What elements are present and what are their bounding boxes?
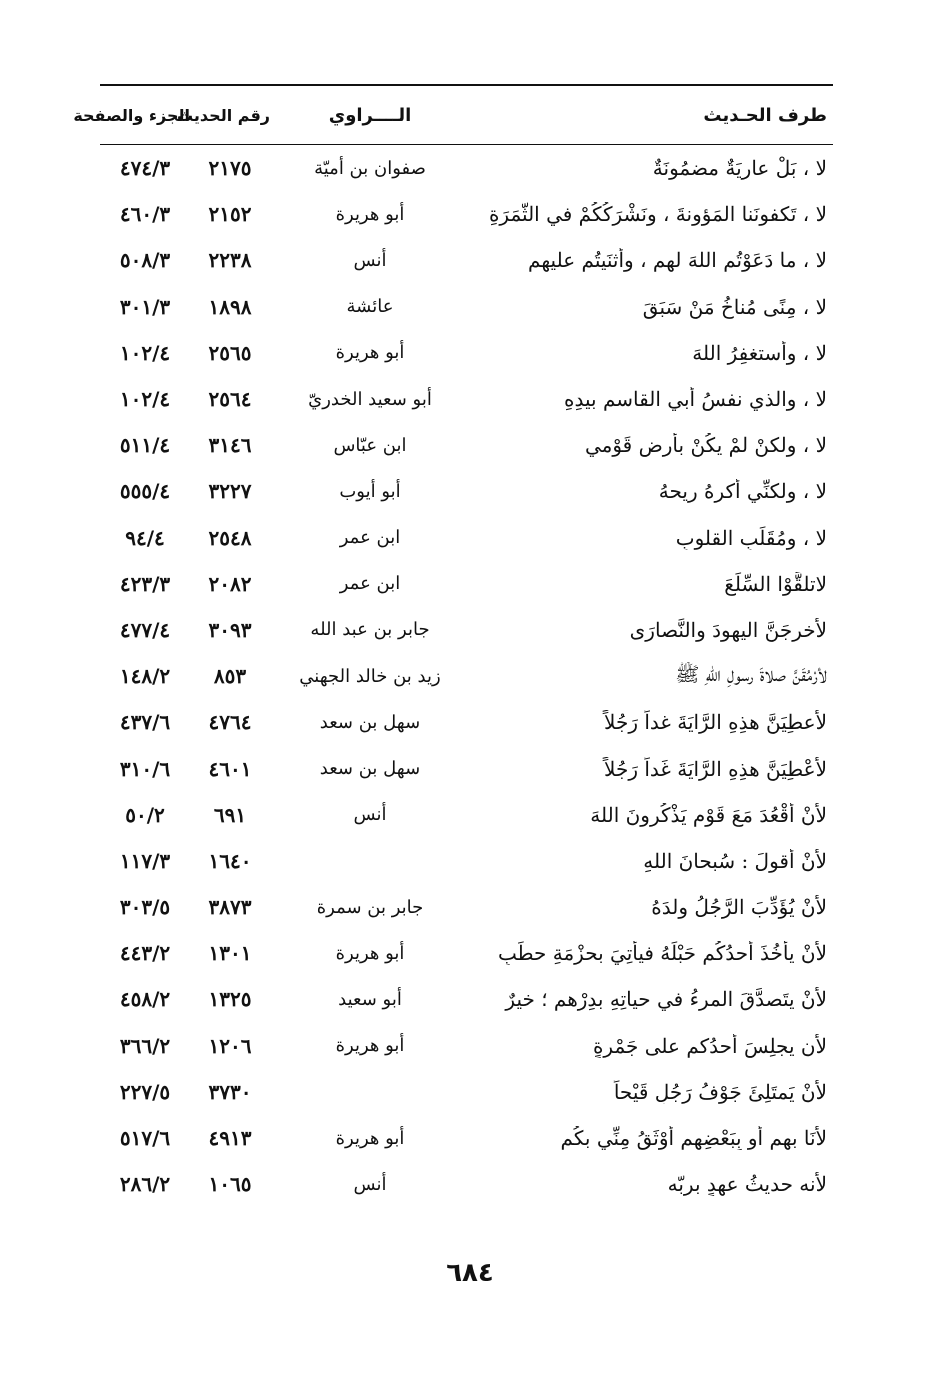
hadith-rawi: ابن عمر	[339, 527, 401, 549]
volume-page: ١٤٨/٢	[119, 664, 171, 689]
hadith-number: ٤٧٦٤	[208, 710, 252, 735]
table-row	[100, 145, 833, 191]
table-row	[100, 838, 833, 884]
table-row	[100, 976, 833, 1022]
hadith-rawi: ابن عمر	[339, 573, 401, 595]
hadith-tarf: لأرْمُقَنَّ صلاةَ رسولِ اللهِ ﷺ	[675, 661, 827, 686]
table-header	[73, 86, 833, 145]
volume-page: ٥١٧/٦	[119, 1126, 171, 1151]
table-row	[100, 884, 833, 930]
table-row	[100, 422, 833, 468]
hadith-rawi: سهل بن سعد	[319, 711, 421, 733]
hadith-number: ١٨٩٨	[208, 294, 252, 319]
header-juz: الجزء والصفحة	[73, 105, 190, 125]
volume-page: ٤٧٤/٣	[119, 156, 171, 181]
hadith-tarf: لاتلقَّوْا السِّلَعَ	[724, 571, 827, 596]
table-row	[100, 930, 833, 976]
volume-page: ١٠٢/٤	[119, 387, 171, 412]
hadith-rawi: أنس	[353, 249, 387, 271]
table-row	[100, 237, 833, 283]
hadith-tarf: لأنْ أقولَ : سُبحانَ اللهِ	[643, 848, 827, 873]
hadith-number: ٣٠٩٣	[208, 617, 252, 642]
hadith-tarf: لأنَا بهم أو بِبَعْضِهِم أَوْثَقُ مِنِّي بكُم	[560, 1126, 827, 1151]
volume-page: ٥٥٥/٤	[119, 479, 171, 504]
hadith-tarf: لا ، ومُقَلِّبِ القلوبِ	[675, 525, 827, 550]
hadith-number: ٢٥٦٥	[208, 340, 252, 365]
table-body	[100, 145, 833, 1207]
hadith-number: ١٣٠١	[208, 941, 252, 966]
hadith-rawi: جابر بن عبد الله	[310, 619, 430, 641]
hadith-rawi: أنس	[353, 804, 387, 826]
table-row	[100, 376, 833, 422]
hadith-number: ٢٢٣٨	[208, 248, 252, 273]
volume-page: ٤٥٨/٢	[119, 987, 171, 1012]
volume-page: ٢٢٧/٥	[119, 1079, 171, 1104]
hadith-rawi: سهل بن سعد	[319, 758, 421, 780]
hadith-number: ٣٢٢٧	[208, 479, 252, 504]
hadith-rawi: أبو سعيد	[338, 988, 402, 1010]
hadith-tarf: لأَنْ أَقْعُدَ مَعَ قَوْمٍ يَذْكُرونَ اللهَ	[590, 802, 827, 827]
table-row	[100, 699, 833, 745]
table-row	[100, 561, 833, 607]
hadith-tarf: لأنْ يُؤَدِّبَ الرَّجُلُ ولدَهُ	[651, 895, 827, 920]
volume-page: ١١٧/٣	[119, 848, 171, 873]
hadith-tarf: لأنْ يتَصدَّقَ المرءُ في حياتِهِ بدِرْهمٍ ؛ خيرٌ	[505, 987, 827, 1012]
volume-page: ٤٦٠/٣	[119, 202, 171, 227]
volume-page: ٥٠٨/٣	[119, 248, 171, 273]
hadith-number: ١٢٠٦	[208, 1033, 252, 1058]
hadith-tarf: لا ، مِنًى مُناخُ مَنْ سَبَقَ	[642, 294, 827, 319]
volume-page: ٥٠/٢	[125, 802, 165, 827]
hadith-tarf: لا ، والذي نفسُ أبي القاسمِ بيدِهِ	[564, 387, 827, 412]
hadith-rawi: أبو هريرة	[335, 1035, 405, 1057]
table-row	[100, 792, 833, 838]
volume-page: ٥١١/٤	[119, 433, 171, 458]
hadith-tarf: لا ، بَلْ عاريَةٌ مضمُونَةٌ	[652, 156, 827, 181]
hadith-number: ١٣٢٥	[208, 987, 252, 1012]
table-row	[100, 1115, 833, 1161]
hadith-tarf: لأنْ يأخُذَ أحدُكُم حَبْلَهُ فيأتِيَ بحزْمَةِ حطَبٍ	[497, 941, 827, 966]
hadith-rawi: أبو هريرة	[335, 203, 405, 225]
hadith-tarf: لأعطِيَنَّ هذِهِ الرَّايَةَ غداً رَجُلاً	[604, 710, 827, 735]
table-row	[100, 1161, 833, 1207]
table-row	[100, 468, 833, 514]
hadith-rawi: أبو أيوب	[339, 480, 401, 502]
volume-page: ٣٠١/٣	[119, 294, 171, 319]
hadith-number: ٢٥٦٤	[208, 387, 252, 412]
table-row	[100, 607, 833, 653]
hadith-rawi: زيد بن خالد الجهني	[299, 665, 441, 687]
volume-page: ٤٢٣/٣	[119, 571, 171, 596]
table-row	[100, 1069, 833, 1115]
hadith-tarf: لأنْ يَمتَلِئَ جَوْفُ رَجُلٍ قَيْحاً	[613, 1079, 827, 1104]
index-page	[73, 84, 833, 1207]
volume-page: ٣٠٣/٥	[119, 895, 171, 920]
volume-page: ٤٤٣/٢	[119, 941, 171, 966]
table-row	[100, 515, 833, 561]
hadith-tarf: لا ، وأستغفِرُ اللهَ	[692, 340, 827, 365]
header-tarf: طرف الحـديث	[703, 104, 827, 126]
header-raqm: رقم الحديث	[176, 105, 270, 125]
hadith-number: ٢٠٨٢	[208, 571, 252, 596]
volume-page: ٤٧٧/٤	[119, 617, 171, 642]
hadith-tarf: لأنه حديثُ عهدٍ بربّه	[667, 1172, 827, 1197]
hadith-tarf: لأُخرِجَنَّ اليهودَ والنَّصارَى	[629, 617, 827, 642]
hadith-rawi: عائشة	[346, 296, 394, 318]
hadith-rawi: أنس	[353, 1173, 387, 1195]
hadith-tarf: لا ، تَكفونَنا المَؤونةَ ، ونَشْرَكُكُمْ في الثَّمَرَةِ	[488, 202, 827, 227]
hadith-rawi: أبو سعيد الخدريّ	[308, 388, 432, 410]
hadith-number: ٤٩١٣	[208, 1126, 252, 1151]
hadith-number: ٨٥٣	[213, 664, 247, 689]
hadith-number: ١٦٤٠	[208, 848, 252, 873]
table-row	[100, 284, 833, 330]
hadith-tarf: لأن يجلِسَ أحدُكم على جَمْرةٍ	[592, 1033, 827, 1058]
table-row	[100, 653, 833, 699]
volume-page: ٢٨٦/٢	[119, 1172, 171, 1197]
hadith-number: ٣٨٧٣	[208, 895, 252, 920]
hadith-rawi: أبو هريرة	[335, 942, 405, 964]
header-rawi: الــــراوي	[328, 104, 412, 126]
table-row	[100, 745, 833, 791]
hadith-rawi: أبو هريرة	[335, 1127, 405, 1149]
hadith-tarf: لا ، ولكنْ لمْ يكُنْ بأرضِ قَوْمي	[584, 433, 827, 458]
page-number: ٦٨٤	[446, 1258, 494, 1288]
hadith-number: ٤٦٠١	[208, 756, 252, 781]
hadith-rawi: جابر بن سمرة	[316, 896, 424, 918]
hadith-number: ٣١٤٦	[208, 433, 252, 458]
hadith-rawi: أبو هريرة	[335, 342, 405, 364]
hadith-number: ٣٧٣٠	[208, 1079, 252, 1104]
hadith-rawi: ابن عبّاس	[333, 434, 407, 456]
hadith-tarf: لأُعْطِيَنَّ هذِهِ الرَّايَةَ غَداً رَجُلاً	[604, 756, 827, 781]
table-row	[100, 330, 833, 376]
hadith-number: ٢٥٤٨	[208, 525, 252, 550]
hadith-number: ١٠٦٥	[208, 1172, 252, 1197]
table-row	[100, 191, 833, 237]
table-row	[100, 1023, 833, 1069]
hadith-number: ٢١٧٥	[208, 156, 252, 181]
volume-page: ٣٦٦/٢	[119, 1033, 171, 1058]
hadith-tarf: لا ، ما دَعَوْتُم اللهَ لهم ، وأثنَيتُم عليهم	[528, 248, 827, 273]
hadith-number: ٢١٥٢	[208, 202, 252, 227]
hadith-rawi: صفوان بن أميّة	[314, 157, 426, 179]
volume-page: ٣١٠/٦	[119, 756, 171, 781]
volume-page: ٤٣٧/٦	[119, 710, 171, 735]
hadith-number: ٦٩١	[213, 802, 247, 827]
volume-page: ١٠٢/٤	[119, 340, 171, 365]
hadith-tarf: لا ، ولكنِّي أكرهُ ريحهُ	[658, 479, 827, 504]
volume-page: ٩٤/٤	[125, 525, 165, 550]
